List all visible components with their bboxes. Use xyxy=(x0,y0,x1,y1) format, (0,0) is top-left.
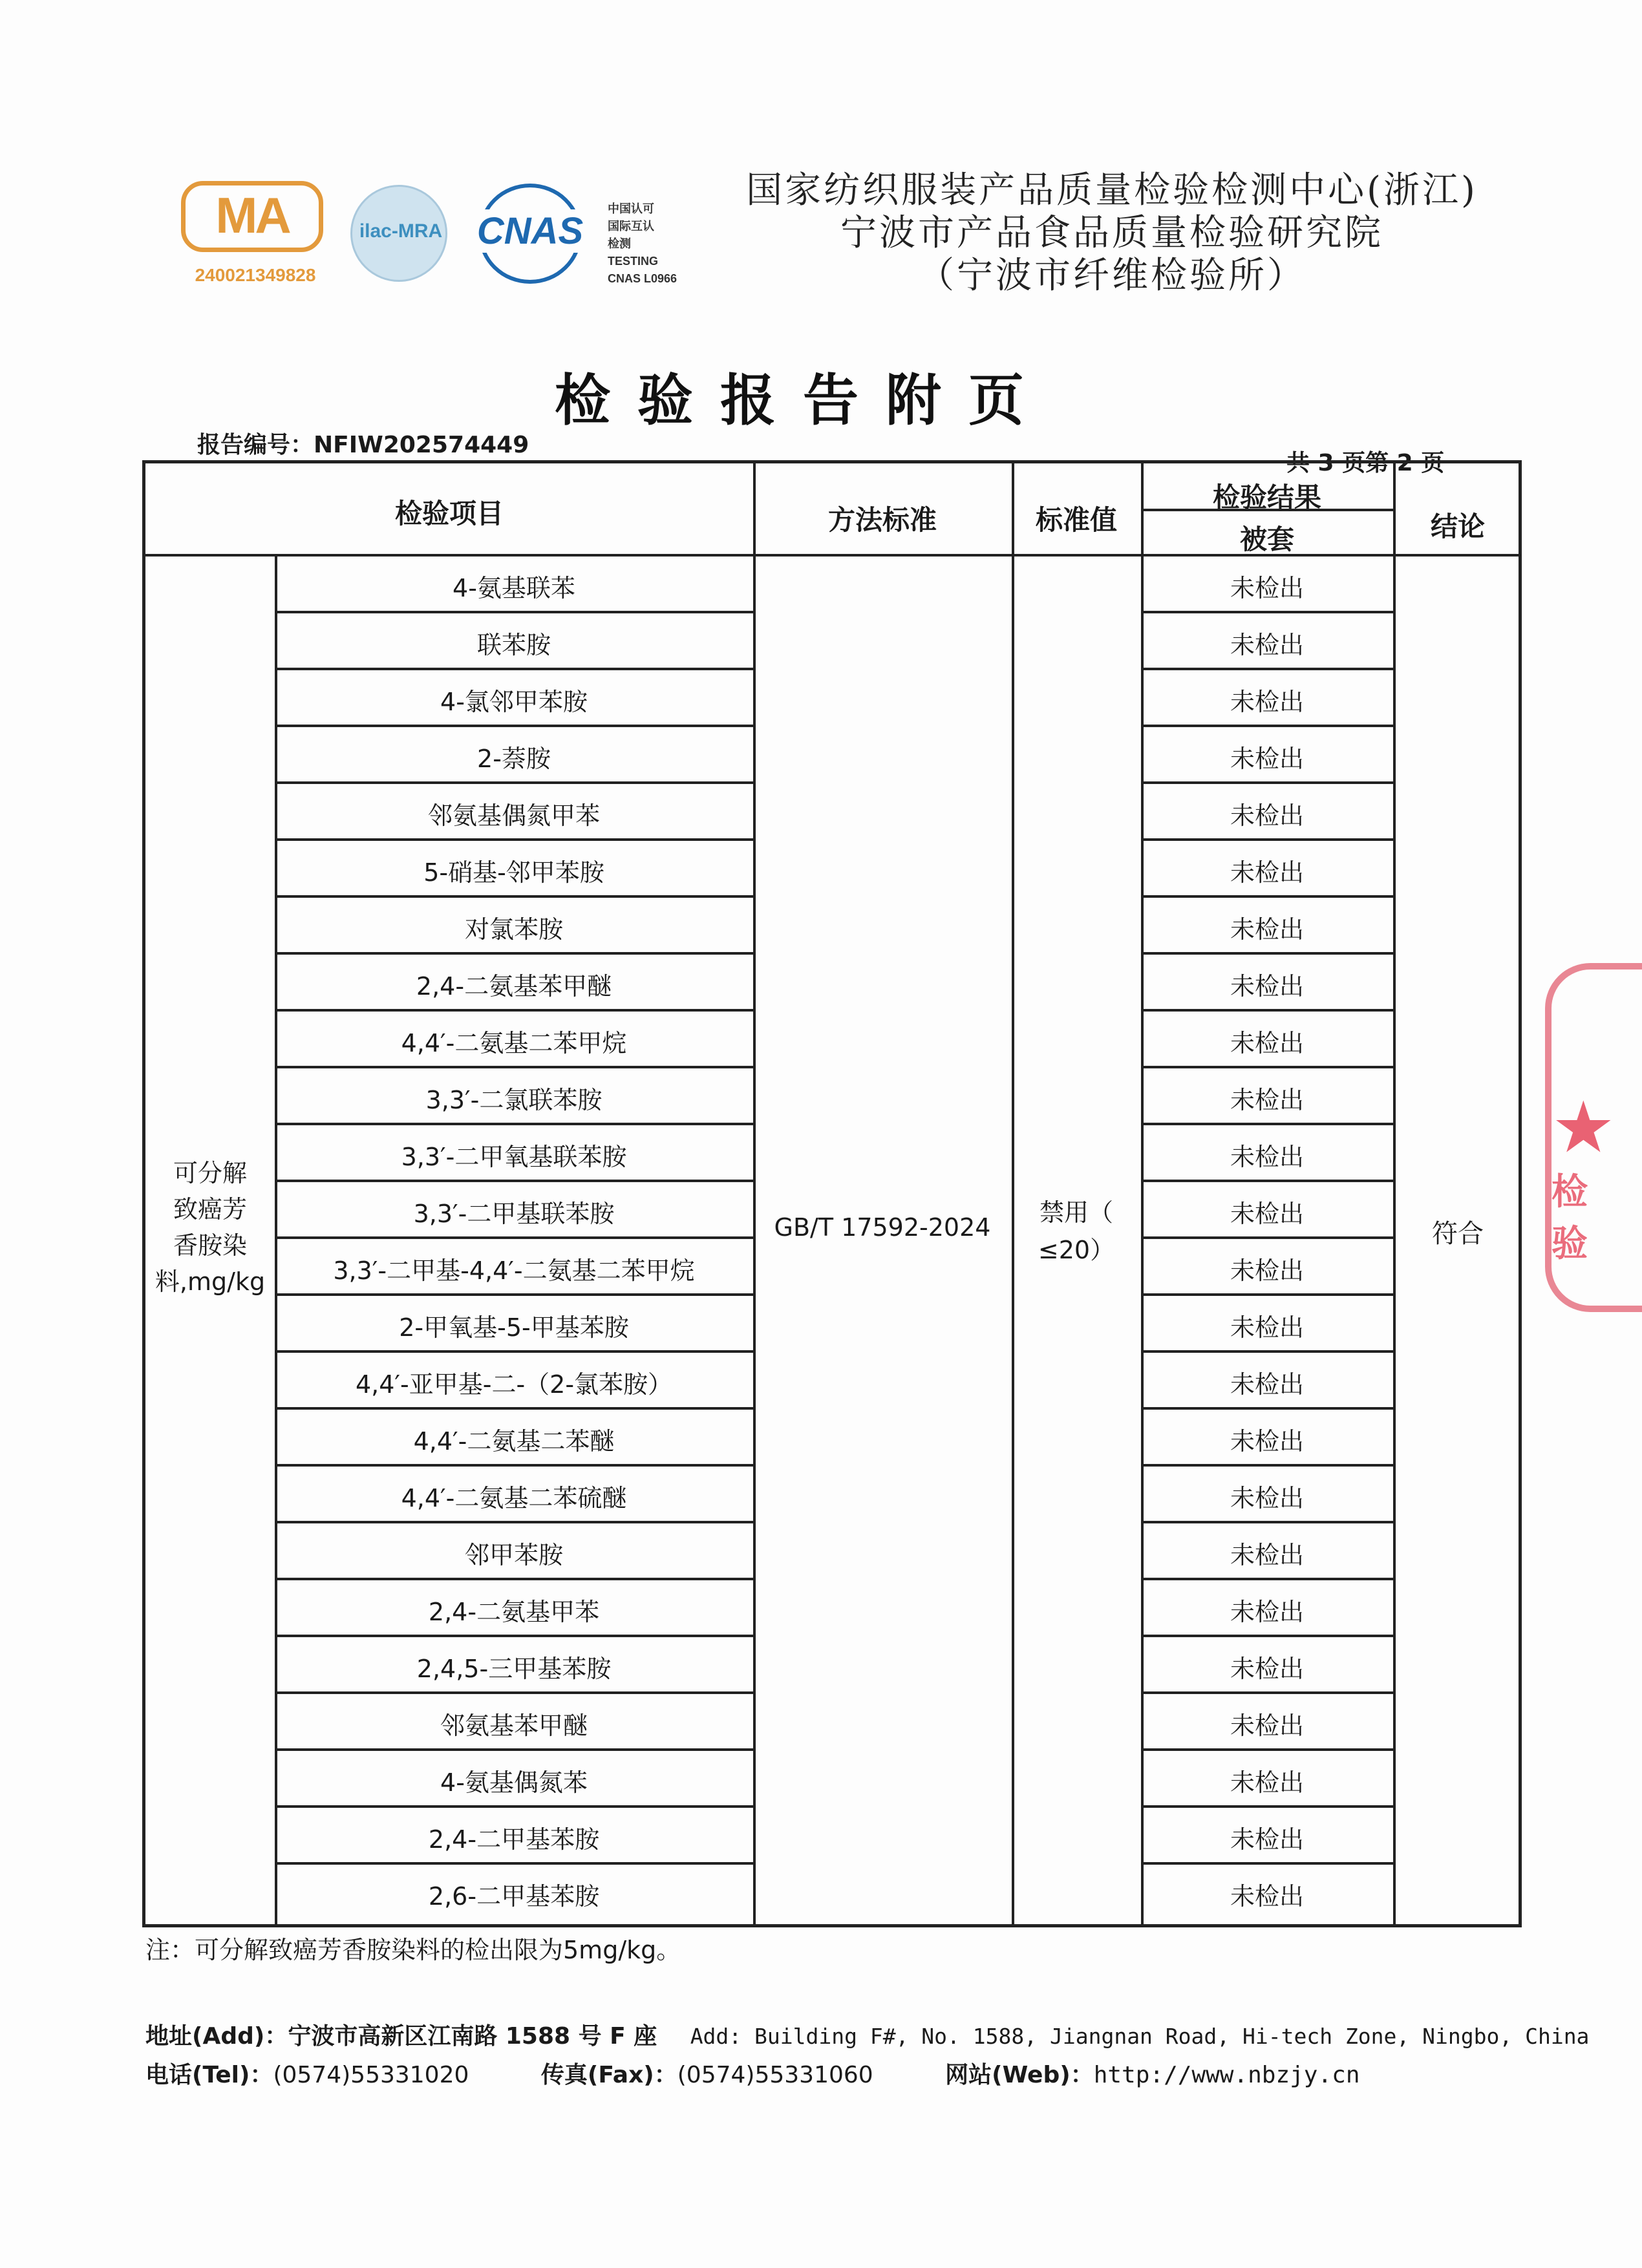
table-row-result: 未检出 xyxy=(1230,801,1304,830)
org-line-3: （宁波市纤维检验所） xyxy=(918,255,1306,297)
table-row-result: 未检出 xyxy=(1230,574,1304,602)
footer-contact: 电话(Tel)：(0574)55331020 传真(Fax)：(0574)55331060 网站(Web)：http://www.nbzjy.cn xyxy=(145,2062,1360,2088)
table-row-result: 未检出 xyxy=(1230,858,1304,887)
header-result: 检验结果 xyxy=(1212,482,1321,513)
method-standard-cell: GB/T 17592-2024 xyxy=(774,1213,991,1242)
table-row-item: 5-硝基-邻甲苯胺 xyxy=(423,858,604,887)
cnas-logo: CNAS xyxy=(472,184,588,284)
table-row-item: 2,4-二氨基苯甲醚 xyxy=(416,972,612,1001)
table-row-result: 未检出 xyxy=(1230,745,1304,773)
table-row-item: 邻氨基偶氮甲苯 xyxy=(427,801,600,830)
table-row-result: 未检出 xyxy=(1230,1313,1304,1342)
category-cell: 可分解 致癌芳 香胺染 料,mg/kg xyxy=(155,1159,266,1296)
table-row-result: 未检出 xyxy=(1230,1768,1304,1797)
table-row-result: 未检出 xyxy=(1230,1825,1304,1854)
table-row-item: 3,3′-二甲基联苯胺 xyxy=(413,1200,615,1228)
table-row-item: 邻甲苯胺 xyxy=(464,1541,563,1569)
table-row-result: 未检出 xyxy=(1230,688,1304,716)
footer-address: 地址(Add)：宁波市高新区江南路 1588 号 F 座 Add: Building F#, No. 1588, Jiangnan Road, Hi-tech Zone, Ningbo, China xyxy=(145,2023,1590,2050)
certification-logos xyxy=(181,181,711,304)
table-row-result: 未检出 xyxy=(1230,1256,1304,1285)
organization-header xyxy=(711,169,1513,297)
report-number: 报告编号：NFIW202574449 xyxy=(197,432,529,458)
org-line-1: 国家纺织服装产品质量检验检测中心(浙江) xyxy=(746,169,1478,211)
table-row-item: 4-氨基偶氮苯 xyxy=(440,1768,588,1797)
table-row-item: 4,4′-二氨基二苯硫醚 xyxy=(401,1484,627,1512)
table-row-item: 4-氯邻甲苯胺 xyxy=(440,688,588,716)
header-result-sample: 被套 xyxy=(1239,524,1294,555)
page-title: 检验报告附页 xyxy=(555,368,1051,433)
table-row-result: 未检出 xyxy=(1230,1029,1304,1057)
org-line-2: 宁波市产品食品质量检验研究院 xyxy=(840,212,1383,254)
conclusion-cell: 符合 xyxy=(1432,1219,1484,1249)
header-conclusion: 结论 xyxy=(1430,511,1485,542)
table-row-item: 3,3′-二甲基-4,4′-二氨基二苯甲烷 xyxy=(333,1256,695,1285)
table-row-result: 未检出 xyxy=(1230,972,1304,1001)
ilac-mra-logo: ilac-MRA xyxy=(350,185,447,282)
page-info: 共 3 页第 2 页 xyxy=(1286,450,1445,476)
table-row-item: 2,4-二氨基甲苯 xyxy=(428,1598,600,1626)
table-row-item: 2-甲氧基-5-甲基苯胺 xyxy=(399,1313,629,1342)
table-row-result: 未检出 xyxy=(1230,1370,1304,1399)
header-method: 方法标准 xyxy=(827,504,937,536)
table-row-item: 2,6-二甲基苯胺 xyxy=(428,1882,600,1911)
cnas-accreditation-note: 中国认可 国际互认 检测 TESTING CNAS L0966 xyxy=(608,202,677,285)
table-row-result: 未检出 xyxy=(1230,915,1304,944)
table-row-item: 3,3′-二氯联苯胺 xyxy=(425,1086,602,1114)
table-row-result: 未检出 xyxy=(1230,1882,1304,1911)
table-row-item: 3,3′-二甲氧基联苯胺 xyxy=(401,1143,627,1171)
table-row-item: 4,4′-亚甲基-二-（2-氯苯胺） xyxy=(355,1370,673,1399)
header-item: 检验项目 xyxy=(394,498,504,529)
standard-value-cell: 禁用（ ≤20） xyxy=(1038,1198,1115,1264)
ma-number: 240021349828 xyxy=(195,265,316,285)
table-row-item: 4,4′-二氨基二苯甲烷 xyxy=(401,1029,627,1057)
table-row-item: 2,4-二甲基苯胺 xyxy=(428,1825,600,1854)
table-row-item: 联苯胺 xyxy=(476,631,551,659)
table-row-result: 未检出 xyxy=(1230,1541,1304,1569)
table-row-item: 2,4,5-三甲基苯胺 xyxy=(416,1655,612,1683)
table-row-result: 未检出 xyxy=(1230,1712,1304,1740)
table-row-item: 2-萘胺 xyxy=(477,745,551,773)
table-row-item: 邻氨基苯甲醚 xyxy=(440,1712,588,1740)
ma-logo: MA 240021349828 xyxy=(181,181,330,291)
table-row-result: 未检出 xyxy=(1230,1143,1304,1171)
table-row-result: 未检出 xyxy=(1230,1655,1304,1683)
table-row-result: 未检出 xyxy=(1230,1484,1304,1512)
table-row-result: 未检出 xyxy=(1230,1200,1304,1228)
table-row-item: 4,4′-二氨基二苯醚 xyxy=(413,1427,615,1456)
table-row-item: 对氯苯胺 xyxy=(464,915,563,944)
results-table xyxy=(142,460,1522,1927)
table-row-result: 未检出 xyxy=(1230,1598,1304,1626)
stamp-text: 检验 xyxy=(1551,1171,1588,1265)
table-row-result: 未检出 xyxy=(1230,631,1304,659)
table-row-result: 未检出 xyxy=(1230,1086,1304,1114)
table-row-item: 4-氨基联苯 xyxy=(453,574,575,602)
header-standard: 标准值 xyxy=(1035,504,1117,536)
footnote: 注：可分解致癌芳香胺染料的检出限为5mg/kg。 xyxy=(145,1936,681,1964)
table-row-result: 未检出 xyxy=(1230,1427,1304,1456)
stamp-star-icon: ★ xyxy=(1551,1086,1615,1169)
